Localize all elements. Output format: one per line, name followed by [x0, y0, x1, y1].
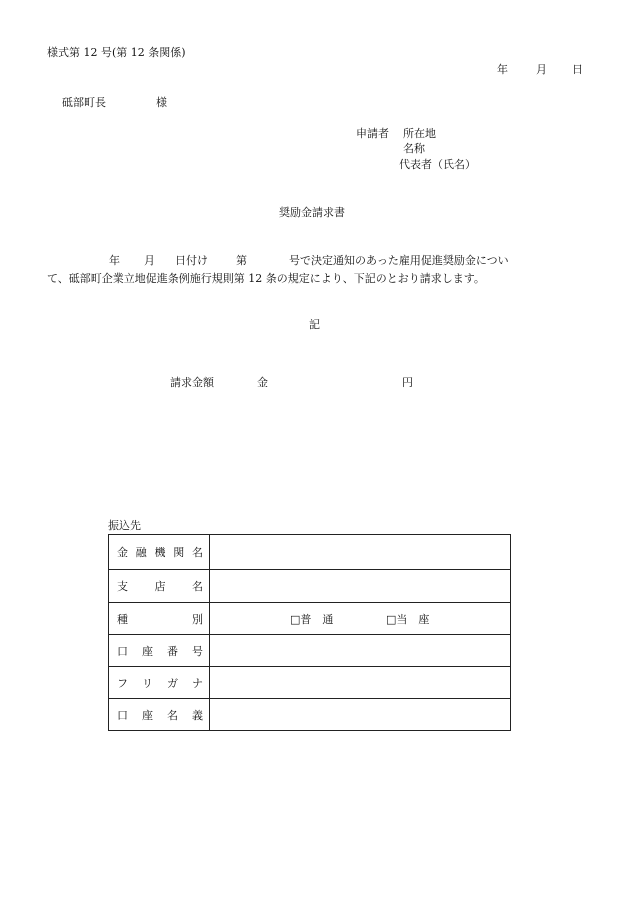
table-row	[109, 570, 511, 603]
addressee-honorific: 様	[156, 96, 167, 109]
label-char: ガ	[167, 676, 178, 690]
bank-row-value[interactable]	[210, 667, 511, 699]
bank-heading: 振込先	[108, 519, 141, 532]
account-type-ordinary-checkbox[interactable]: □普 通	[290, 613, 334, 626]
label-char: 機	[154, 546, 166, 559]
amount-yen: 円	[402, 376, 413, 389]
applicant-name-label: 名称	[403, 142, 425, 155]
ki-heading: 記	[309, 318, 320, 331]
applicant-address-label: 所在地	[403, 127, 436, 140]
bank-row-value[interactable]	[210, 635, 511, 667]
body-dated: 日付け	[175, 254, 208, 267]
label-char: 座	[142, 644, 153, 658]
table-row	[109, 603, 511, 635]
table-row	[109, 535, 511, 570]
date-day: 日	[572, 63, 583, 76]
body-paragraph	[47, 252, 587, 288]
label-char: 口	[117, 644, 128, 658]
form-number: 様式第 12 号(第 12 条関係)	[47, 46, 186, 59]
bank-table	[108, 534, 511, 731]
body-month: 月	[144, 254, 155, 267]
label-char: 関	[173, 546, 185, 559]
bank-row-label	[109, 570, 210, 603]
label-char: 支	[117, 580, 128, 593]
addressee-town: 砥部町長	[62, 96, 106, 109]
date-year: 年	[497, 63, 508, 76]
label-char: 座	[142, 708, 153, 722]
bank-row-label	[109, 635, 210, 667]
body-line1-rest: 号で決定通知のあった雇用促進奨励金につい	[289, 254, 509, 267]
amount-kin: 金	[257, 376, 268, 389]
label-char: 名	[192, 546, 203, 559]
bank-row-value[interactable]	[210, 570, 511, 603]
date-month: 月	[536, 63, 547, 76]
bank-row-label	[109, 699, 210, 731]
label-char: 号	[192, 644, 203, 658]
bank-row-value[interactable]	[210, 603, 511, 635]
label-char: 種	[117, 612, 128, 626]
applicant-rep-label: 代表者（氏名）	[399, 158, 476, 171]
applicant-label: 申請者	[356, 127, 389, 140]
label-char: 番	[167, 644, 178, 658]
body-line2: て、砥部町企業立地促進条例施行規則第 12 条の規定により、下記のとおり請求します。	[47, 272, 485, 285]
account-type-current-checkbox[interactable]: □当 座	[386, 613, 430, 626]
label-char: 金	[117, 546, 128, 559]
label-char: 名	[192, 580, 203, 593]
label-char: 義	[192, 708, 203, 722]
amount-label: 請求金額	[170, 376, 214, 389]
bank-row-value[interactable]	[210, 535, 511, 570]
label-char: 融	[135, 546, 147, 559]
label-char: ナ	[192, 676, 203, 690]
body-year: 年	[109, 254, 120, 267]
bank-row-label	[109, 667, 210, 699]
bank-row-value[interactable]	[210, 699, 511, 731]
label-char: 店	[154, 580, 166, 593]
bank-row-label	[109, 535, 210, 570]
label-char: 口	[117, 708, 128, 722]
bank-row-label	[109, 603, 210, 635]
body-dai: 第	[236, 254, 247, 267]
label-char: リ	[142, 676, 153, 690]
table-row	[109, 635, 511, 667]
label-char: 名	[167, 708, 178, 722]
document-title: 奨励金請求書	[279, 206, 345, 219]
label-char: 別	[192, 612, 203, 626]
table-row	[109, 699, 511, 731]
table-row	[109, 667, 511, 699]
label-char: フ	[117, 676, 128, 690]
